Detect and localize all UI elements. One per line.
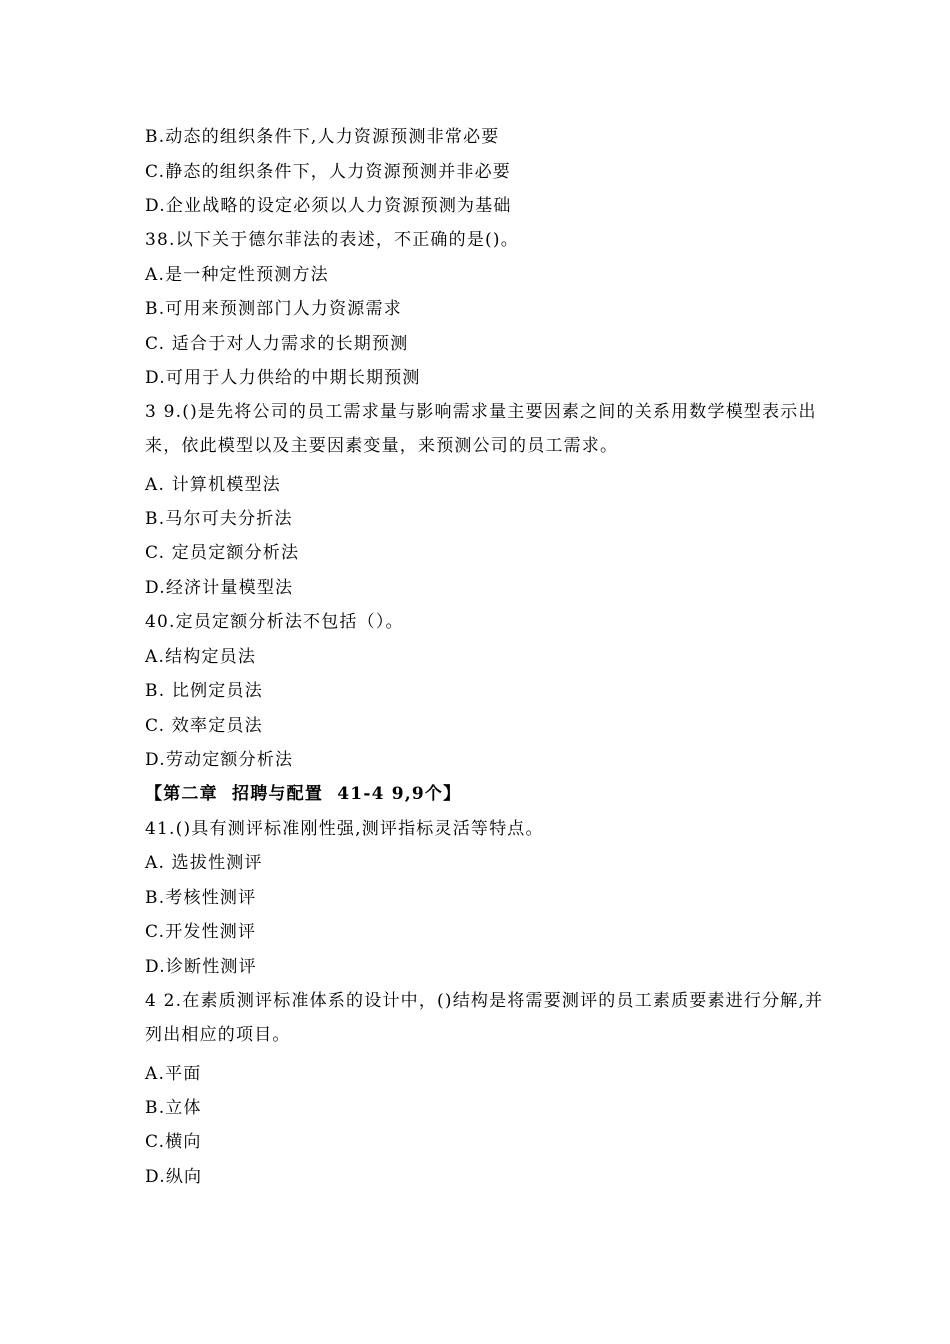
option-41-a: A. 选拔性测评 bbox=[145, 853, 263, 873]
option-42-d: D.纵向 bbox=[145, 1167, 203, 1187]
question-39: 3 9.()是先将公司的员工需求量与影响需求量主要因素之间的关系用数学模型表示出来，依此模型以及主要因素变量，来预测公司的员工需求。 bbox=[145, 402, 817, 456]
option-38-c: C. 适合于对人力需求的长期预测 bbox=[145, 334, 409, 354]
question-41: 41.()具有测评标准刚性强,测评指标灵活等特点。 bbox=[145, 819, 544, 839]
option-39-d: D.经济计量模型法 bbox=[145, 578, 294, 598]
question-40: 40.定员定额分析法不包括（）。 bbox=[145, 612, 404, 632]
question-38: 38.以下关于德尔菲法的表述，不正确的是()。 bbox=[145, 230, 519, 250]
chapter-heading: 【第二章 招聘与配置 41-4 9,9个】 bbox=[145, 784, 462, 804]
option-40-a: A.结构定员法 bbox=[145, 647, 257, 667]
option-42-c: C.横向 bbox=[145, 1132, 202, 1152]
option-38-d: D.可用于人力供给的中期长期预测 bbox=[145, 368, 421, 388]
option-40-c: C. 效率定员法 bbox=[145, 716, 263, 736]
option-41-b: B.考核性测评 bbox=[145, 888, 257, 908]
option-40-d: D.劳动定额分析法 bbox=[145, 750, 294, 770]
option-37-d: D.企业战略的设定必须以人力资源预测为基础 bbox=[145, 196, 512, 216]
option-41-c: C.开发性测评 bbox=[145, 922, 257, 942]
option-40-b: B. 比例定员法 bbox=[145, 681, 263, 701]
option-42-b: B.立体 bbox=[145, 1098, 202, 1118]
option-42-a: A.平面 bbox=[145, 1064, 202, 1084]
option-38-a: A.是一种定性预测方法 bbox=[145, 265, 329, 285]
option-39-c: C. 定员定额分析法 bbox=[145, 543, 300, 563]
option-39-b: B.马尔可夫分折法 bbox=[145, 509, 293, 529]
option-39-a: A. 计算机模型法 bbox=[145, 475, 281, 495]
option-37-c: C.静态的组织条件下，人力资源预测并非必要 bbox=[145, 162, 512, 182]
option-41-d: D.诊断性测评 bbox=[145, 957, 257, 977]
option-38-b: B.可用来预测部门人力资源需求 bbox=[145, 299, 402, 319]
option-37-b: B.动态的组织条件下,人力资源预测非常必要 bbox=[145, 127, 500, 147]
question-42: 4 2.在素质测评标准体系的设计中，()结构是将需要测评的员工素质要素进行分解,并列出相应的项目。 bbox=[145, 991, 824, 1045]
